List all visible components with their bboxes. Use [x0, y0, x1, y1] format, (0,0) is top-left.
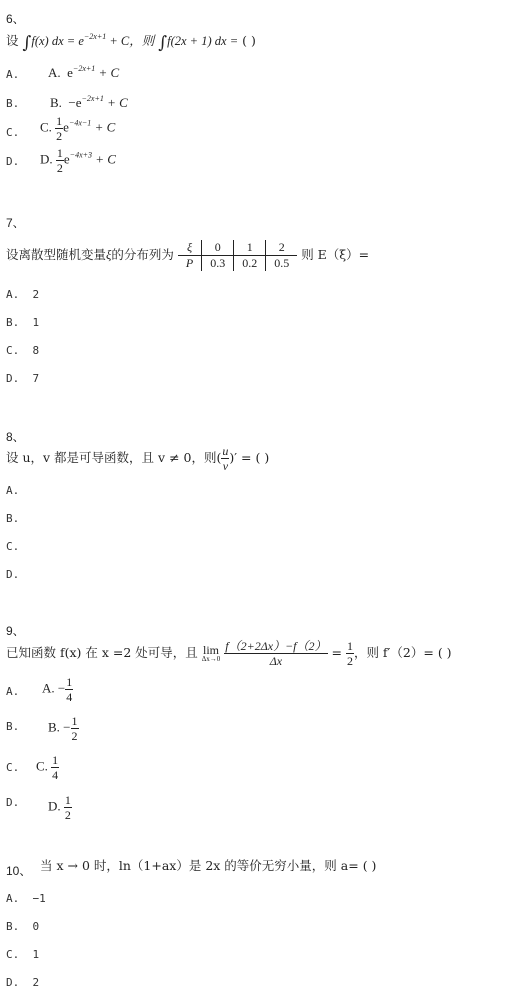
answer-blank: ( ) [242, 33, 256, 48]
option-b-label[interactable]: B. [6, 512, 20, 525]
question-10-stem [40, 856, 376, 874]
option-base: e [67, 65, 73, 80]
option-b[interactable] [50, 94, 128, 111]
option-text: 0 [32, 920, 40, 933]
option-fraction: $\frac{1}{2}$ [71, 714, 78, 743]
option-label: D. [6, 976, 20, 989]
stem-part1: f(x) dx = e [31, 34, 84, 48]
option-b-label[interactable]: B. [6, 720, 20, 733]
option-exponent: −2x+1 [72, 64, 96, 73]
rhs-fraction: $\frac{1}{2}$ [346, 639, 353, 668]
option-text: 1 [32, 948, 40, 961]
option-label: B. [6, 316, 20, 329]
option-sign: − [63, 719, 71, 735]
random-variable-symbol: ξ [106, 248, 112, 262]
option-b[interactable] [6, 920, 39, 933]
quotient-fraction: $\frac{u}{v}$ [222, 444, 229, 473]
option-a-label[interactable]: A. [6, 68, 20, 81]
option-d[interactable] [40, 147, 116, 174]
option-c[interactable] [36, 754, 59, 781]
option-label: A. [6, 288, 20, 301]
table-cell: ξ [178, 240, 202, 256]
option-d[interactable] [6, 976, 39, 989]
option-d-label[interactable]: D. [6, 155, 20, 168]
option-d-label[interactable]: D. [6, 568, 20, 581]
table-cell: 0.3 [202, 256, 234, 272]
option-letter: C. [36, 758, 48, 774]
option-tail: + C [91, 119, 116, 135]
lim-text: lim [203, 643, 220, 657]
option-a[interactable] [48, 64, 119, 81]
option-a[interactable] [42, 676, 73, 703]
equals-sign: = [331, 645, 342, 660]
option-d-label[interactable]: D. [6, 796, 20, 809]
option-c[interactable] [6, 948, 39, 961]
question-10-number: 10、 [6, 864, 32, 878]
option-label: D. [6, 372, 20, 385]
question-9-number: 9、 [6, 624, 25, 638]
question-7-number: 7、 [6, 216, 25, 230]
option-coefficient: $\frac{1}{2}$ [56, 146, 63, 175]
table-cell: 1 [234, 240, 266, 256]
table-cell: 2 [266, 240, 298, 256]
option-b[interactable] [6, 316, 39, 329]
stem-part3: f(2x + 1) dx = [167, 34, 239, 48]
option-letter: A. [42, 680, 55, 696]
option-b[interactable] [48, 715, 79, 742]
option-letter: D. [40, 151, 53, 167]
option-d[interactable] [6, 372, 39, 385]
question-8-stem [6, 445, 269, 472]
question-6-number: 6、 [6, 12, 25, 26]
question-6-stem [6, 31, 256, 53]
option-label: C. [6, 948, 20, 961]
option-base: e [63, 119, 69, 135]
option-letter: B. [50, 95, 62, 110]
option-exponent: −2x+1 [81, 94, 104, 103]
question-8-number: 8、 [6, 430, 25, 444]
stem-prefix: 设离散型随机变量 [6, 247, 107, 262]
option-a[interactable] [6, 288, 39, 301]
option-exponent: −4x−1 [68, 118, 92, 128]
table-row [178, 240, 297, 256]
answer-blank: ( ) [255, 450, 270, 465]
question-7-stem [6, 240, 369, 271]
option-text: 8 [32, 344, 40, 357]
difference-quotient: $\frac{f(2+2\Delta x)-f(2)}{\Delta x}$ [225, 639, 327, 668]
stem-text: 当 x → 0 时，ln（1+ax）是 2x 的等价无穷小量，则 a= [40, 858, 359, 873]
option-text: 2 [32, 976, 40, 989]
question-9-stem [6, 640, 452, 667]
option-text: 1 [32, 316, 40, 329]
integral-sign-icon: ∫ [22, 33, 32, 53]
option-a-label[interactable]: A. [6, 685, 20, 698]
option-c-label[interactable]: C. [6, 761, 20, 774]
option-sign: − [57, 680, 66, 696]
option-tail: + C [103, 95, 128, 110]
stem-prefix: 设 [6, 33, 19, 48]
lim-subscript: Δx→0 [201, 655, 221, 663]
option-a-label[interactable]: A. [6, 484, 20, 497]
table-cell: 0.5 [266, 256, 298, 272]
stem-suffix: )′ = [229, 450, 252, 465]
option-c[interactable] [40, 115, 115, 142]
option-letter: C. [40, 119, 52, 135]
distribution-table [178, 240, 297, 271]
answer-blank: ( ) [437, 645, 452, 660]
option-fraction: $\frac{1}{4}$ [66, 675, 73, 704]
option-d[interactable] [48, 794, 72, 821]
option-letter: A. [48, 65, 61, 80]
answer-blank: ( ) [362, 858, 377, 873]
integral-sign-icon: ∫ [158, 33, 168, 53]
table-row [178, 256, 297, 272]
option-base: e [63, 151, 70, 167]
limit-operator [202, 644, 221, 663]
option-label: A. [6, 892, 20, 905]
option-text: 2 [32, 288, 40, 301]
option-text: −1 [32, 892, 46, 905]
option-letter: D. [48, 798, 61, 814]
stem-suffix: ，则 f′（2）= [353, 645, 434, 660]
option-label: B. [6, 920, 20, 933]
option-coefficient: $\frac{1}{2}$ [56, 114, 63, 143]
option-a[interactable] [6, 892, 46, 905]
option-c-label[interactable]: C. [6, 540, 20, 553]
option-tail: + C [95, 65, 120, 80]
option-tail: + C [92, 151, 116, 167]
option-b-label[interactable]: B. [6, 97, 20, 110]
option-fraction: $\frac{1}{2}$ [64, 793, 71, 822]
option-c[interactable] [6, 344, 39, 357]
stem-prefix: 设 u，v 都是可导函数，且 v ≠ 0，则( [6, 450, 222, 465]
option-c-label[interactable]: C. [6, 126, 20, 139]
option-letter: B. [48, 719, 60, 735]
table-cell: 0 [202, 240, 234, 256]
option-text: 7 [32, 372, 40, 385]
option-label: C. [6, 344, 20, 357]
stem-part2: + C，则 [106, 34, 155, 48]
option-base: −e [68, 95, 82, 110]
stem-prefix: 已知函数 f(x) 在 x =2 处可导，且 [6, 645, 198, 660]
option-fraction: $\frac{1}{4}$ [52, 753, 59, 782]
table-cell: 0.2 [234, 256, 266, 272]
stem-suffix: 则 E（ξ）= [301, 247, 370, 262]
stem-exponent: −2x+1 [83, 32, 107, 41]
table-cell: P [185, 256, 194, 270]
stem-mid: 的分布列为 [111, 247, 174, 262]
option-exponent: −4x+3 [69, 150, 93, 160]
